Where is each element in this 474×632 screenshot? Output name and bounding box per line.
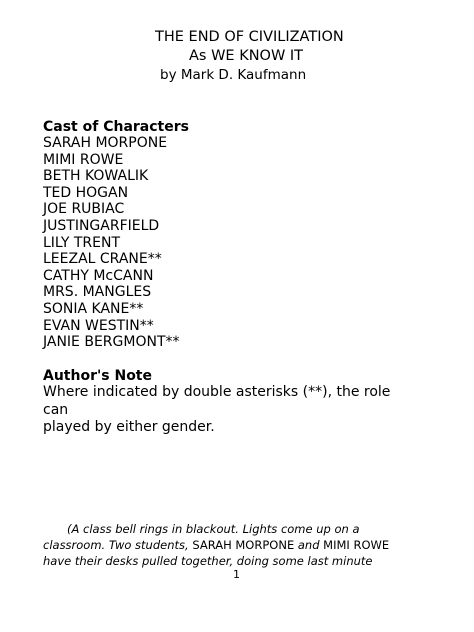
character-name: MIMI ROWE — [323, 538, 390, 552]
character-name: SARAH MORPONE — [192, 538, 295, 552]
cast-member: LILY TRENT — [43, 234, 121, 251]
play-title: THE END OF CIVILIZATION — [155, 29, 344, 45]
stage-direction-line-2 — [43, 537, 389, 553]
cast-member: EVAN WESTIN** — [43, 317, 154, 334]
authors-note-line: Where indicated by double asterisks (**), the role — [43, 384, 391, 400]
cast-member: MIMI ROWE — [43, 151, 124, 168]
stage-direction-line-1 — [43, 521, 389, 537]
cast-member: JOE RUBIAC — [43, 201, 125, 218]
cast-member: SARAH MORPONE — [43, 135, 168, 151]
author-byline: by Mark D. Kaufmann — [160, 67, 307, 83]
authors-note-heading: Author's Note — [43, 368, 152, 384]
cast-member: TED HOGAN — [43, 184, 129, 201]
play-subtitle: As WE KNOW IT — [189, 48, 304, 64]
authors-note-line: played by either gender. — [43, 419, 215, 435]
stage-direction — [43, 521, 389, 569]
cast-member: CATHY McCANN — [43, 267, 154, 284]
cast-member: LEEZAL CRANE** — [43, 251, 162, 268]
cast-member: JANIE BERGMONT** — [43, 334, 180, 351]
stage-direction-text: classroom. Two students, — [43, 538, 193, 552]
cast-member: SONIA KANE** — [43, 300, 144, 317]
authors-note-body — [43, 384, 390, 437]
cast-member: JUSTINGARFIELD — [43, 217, 160, 234]
cast-member: MRS. MANGLES — [43, 284, 152, 301]
page-number: 1 — [233, 568, 240, 581]
stage-direction-text: and — [294, 538, 324, 552]
authors-note-line: can — [43, 401, 69, 418]
stage-direction-text: (A class bell rings in blackout. Lights come up on a — [67, 522, 360, 536]
stage-direction-line-3: have their desks pulled together, doing some last minute — [43, 554, 373, 568]
cast-heading: Cast of Characters — [43, 119, 189, 135]
cast-member: BETH KOWALIK — [43, 168, 149, 185]
cast-list — [43, 135, 180, 351]
